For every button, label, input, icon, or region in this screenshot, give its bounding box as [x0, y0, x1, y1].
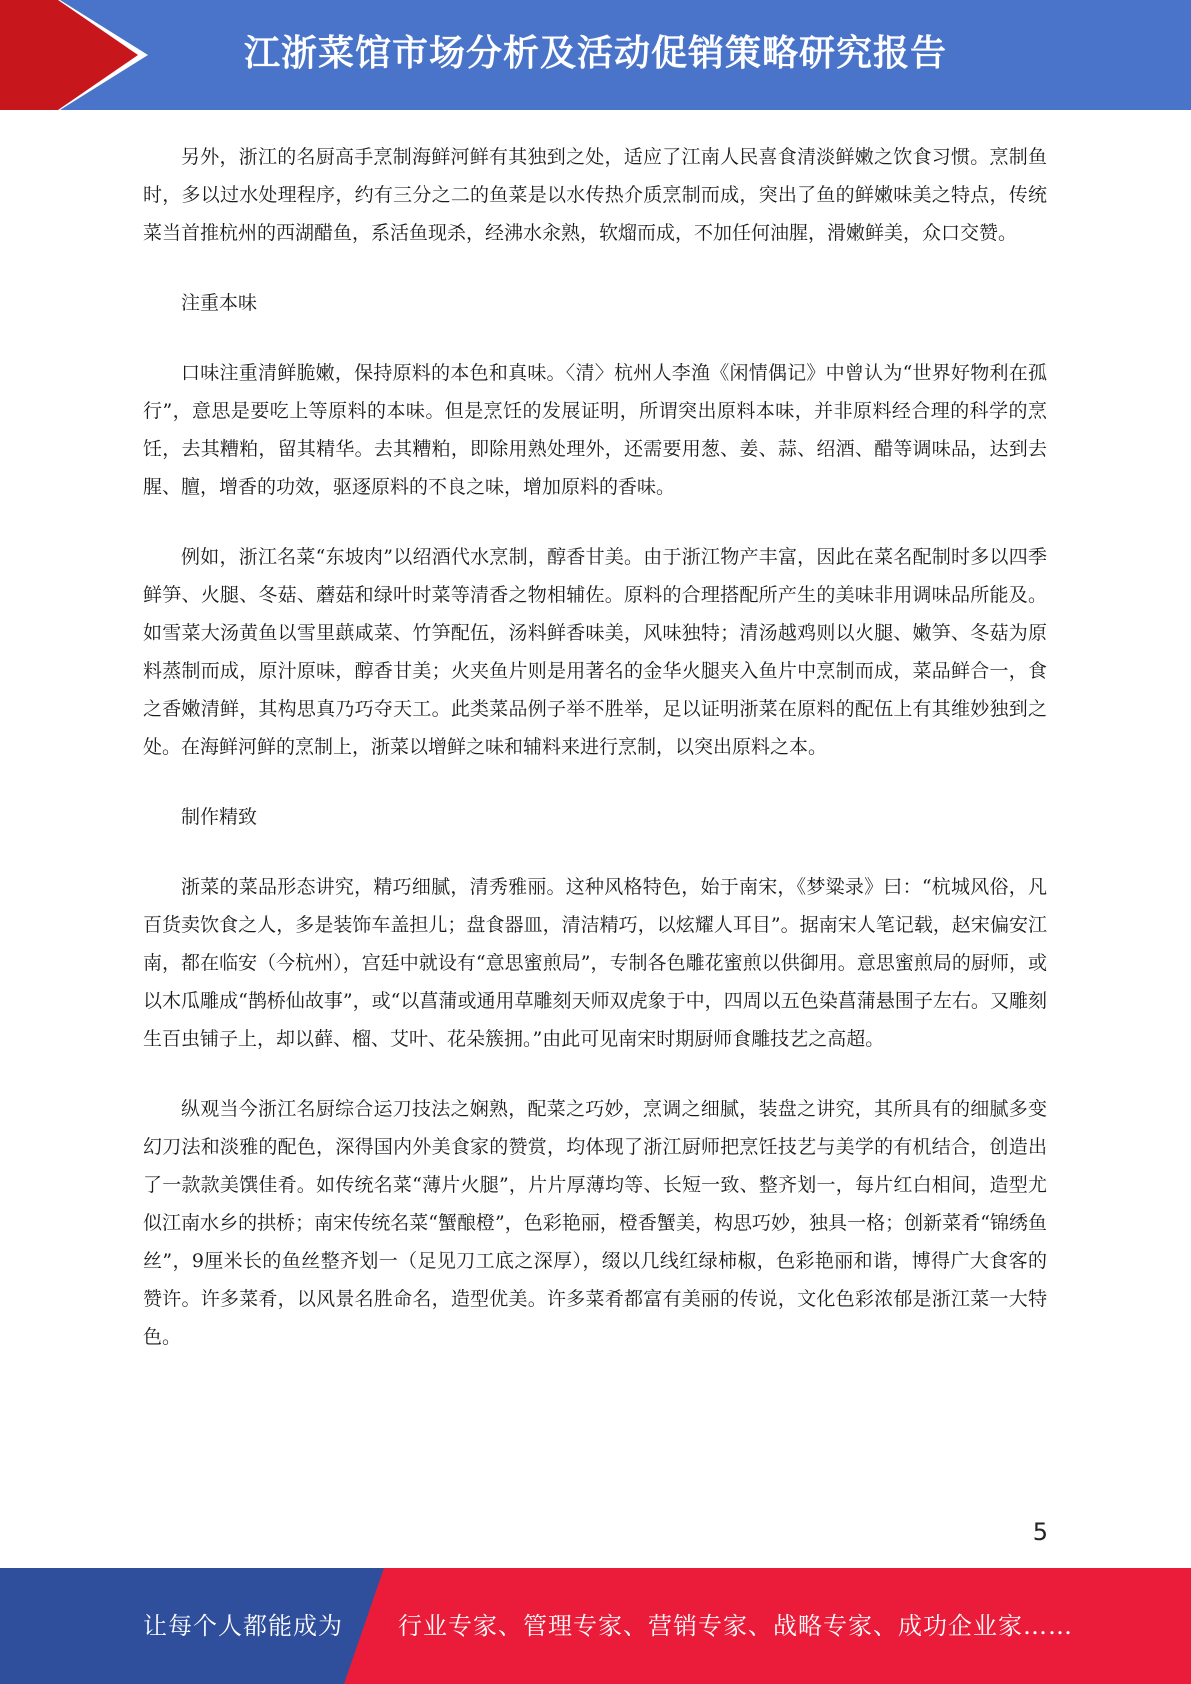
header-arrow-decoration: [0, 0, 160, 110]
footer-slogan-right: 行业专家、管理专家、营销专家、战略专家、成功企业家……: [398, 1612, 1073, 1640]
section-heading: 制作精致: [181, 806, 258, 828]
report-title: 江浙菜馆市场分析及活动促销策略研究报告: [243, 33, 947, 74]
page-header: [0, 0, 1191, 110]
page-footer: [0, 1568, 1191, 1684]
paragraph: 口味注重清鲜脆嫩，保持原料的本色和真味。〈清〉杭州人李渔《闲情偶记》中曾认为“世界好物利在孤行”，意思是要吃上等原料的本味。但是烹饪的发展证明，所谓突出原料本味，并非原料经合理的科学的烹饪，去其糟粕，留其精华。去其糟粕，即除用熟处理外，还需要用葱、姜、蒜、绍酒、醋等调味品，达到去腥、膻，增香的功效，驱逐原料的不良之味，增加原料的香味。: [143, 362, 1047, 498]
footer-slogan-left: 让每个人都能成为: [143, 1612, 343, 1640]
page-number: 5: [1032, 1518, 1048, 1546]
paragraph: 例如，浙江名菜“东坡肉”以绍酒代水烹制，醇香甘美。由于浙江物产丰富，因此在菜名配制时多以四季鲜笋、火腿、冬菇、蘑菇和绿叶时菜等清香之物相辅佐。原料的合理搭配所产生的美味非用调味品所能及。如雪菜大汤黄鱼以雪里蕻咸菜、竹笋配伍，汤料鲜香味美，风味独特；清汤越鸡则以火腿、嫩笋、冬菇为原料蒸制而成，原汁原味，醇香甘美；火夹鱼片则是用著名的金华火腿夹入鱼片中烹制而成，菜品鲜合一，食之香嫩清鲜，其构思真乃巧夺天工。此类菜品例子举不胜举，足以证明浙菜在原料的配伍上有其维妙独到之处。在海鲜河鲜的烹制上，浙菜以增鲜之味和辅料来进行烹制，以突出原料之本。: [143, 546, 1047, 758]
paragraph: 浙菜的菜品形态讲究，精巧细腻，清秀雅丽。这种风格特色，始于南宋，《梦粱录》曰：“杭城风俗，凡百货卖饮食之人，多是装饰车盖担儿；盘食器皿，清洁精巧，以炫耀人耳目”。据南宋人笔记载，赵宋偏安江南，都在临安（今杭州），宫廷中就设有“意思蜜煎局”，专制各色雕花蜜煎以供御用。意思蜜煎局的厨师，或以木瓜雕成“鹊桥仙故事”，或“以菖蒲或通用草雕刻天师双虎象于中，四周以五色染菖蒲悬围子左右。又雕刻生百虫铺子上，却以藓、榴、艾叶、花朵簇拥。”由此可见南宋时期厨师食雕技艺之高超。: [143, 876, 1047, 1050]
section-heading: 注重本味: [181, 292, 258, 314]
paragraph: 纵观当今浙江名厨综合运刀技法之娴熟，配菜之巧妙，烹调之细腻，装盘之讲究，其所具有的细腻多变幻刀法和淡雅的配色，深得国内外美食家的赞赏，均体现了浙江厨师把烹饪技艺与美学的有机结合，创造出了一款款美馔佳肴。如传统名菜“薄片火腿”，片片厚薄均等、长短一致、整齐划一，每片红白相间，造型尤似江南水乡的拱桥；南宋传统名菜“蟹酿橙”，色彩艳丽，橙香蟹美，构思巧妙，独具一格；创新菜肴“锦绣鱼丝”，9厘米长的鱼丝整齐划一（足见刀工底之深厚），缀以几线红绿柿椒，色彩艳丽和谐，博得广大食客的赞许。许多菜肴，以风景名胜命名，造型优美。许多菜肴都富有美丽的传说，文化色彩浓郁是浙江菜一大特色。: [143, 1098, 1047, 1348]
paragraph: 另外，浙江的名厨高手烹制海鲜河鲜有其独到之处，适应了江南人民喜食清淡鲜嫩之饮食习惯。烹制鱼时，多以过水处理程序，约有三分之二的鱼菜是以水传热介质烹制而成，突出了鱼的鲜嫩味美之特点，传统菜当首推杭州的西湖醋鱼，系活鱼现杀，经沸水汆熟，软熘而成，不加任何油腥，滑嫩鲜美，众口交赞。: [143, 146, 1047, 244]
body-content: [143, 138, 1047, 1388]
